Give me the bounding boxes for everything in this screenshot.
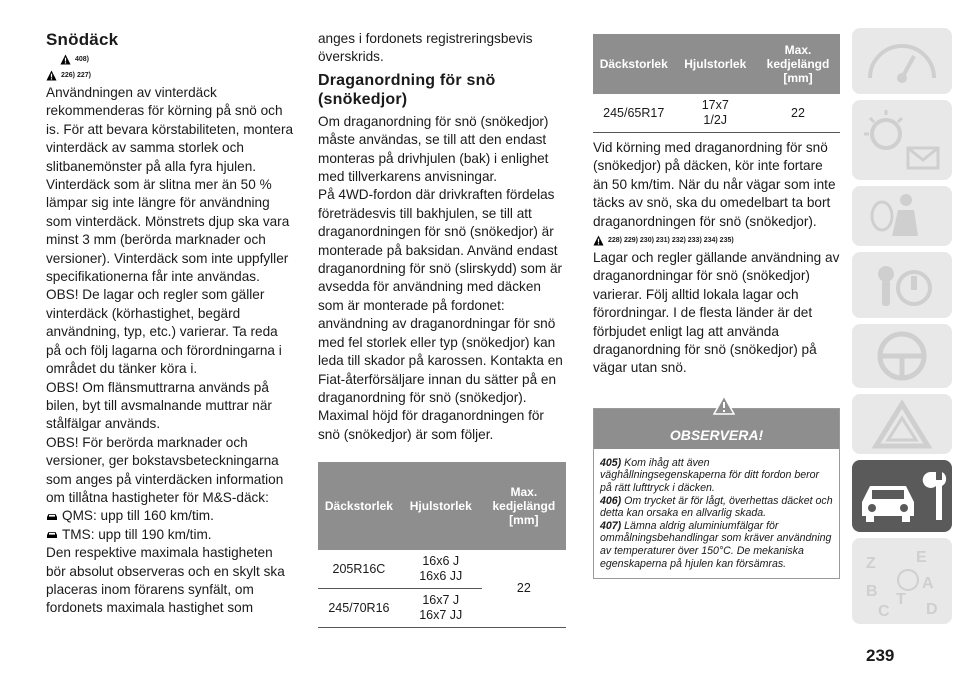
tab-lights-messages[interactable] [852, 100, 952, 180]
table-header: Max. kedjelängd [mm] [482, 462, 566, 550]
caution-ref-numbers: 228) 229) 230) 231) 232) 233) 234) 235) [608, 236, 734, 244]
notice-header [594, 409, 839, 449]
car-bullet-icon [46, 512, 58, 521]
paragraph: På 4WD-fordon där drivkraften fördelas företrädesvis till bakhjulen, se till att draganordningen för snö (snökedjor) är monterade på baksidan. Använd endast draganordning för snö (slirskydd) som är avsedda för användning med däcken som är monterade på fordonet: användning av draganordningar för snö med fel storlek eller typ (snökedjor) kan leda till skador på karossen. Kontakta en Fiat-återförsäljare innan du sätter på en draganordning för snö (snökedjor). Maximal höjd för draganordningen för snö (snökedjor) är som följer. [318, 187, 563, 442]
table-row [318, 550, 566, 589]
car-bullet-icon [46, 530, 58, 539]
paragraph: Användningen av vinterdäck rekommenderas för körning på snö och is. För att bevara körstabiliteten, montera vinterdäck av samma storlek och slitbanemönster på alla fyra hjulen. Vinterdäck som är slitna mer än 50 % lämpar sig inte längre för användning som vinterdäck. Mönstrets djup ska vara minst 3 mm (berörda marknader och versioner). Vinterdäck som inte uppfyller specifikationerna får inte användas. [46, 85, 294, 285]
index-letter: C [878, 603, 890, 620]
table-header: Max. kedjelängd [mm] [756, 34, 840, 94]
warning-ref-numbers: 408) [75, 55, 90, 63]
tab-steering[interactable] [852, 324, 952, 388]
table-header: Däckstorlek [318, 462, 400, 550]
table-cell: 245/70R16 [318, 589, 400, 628]
paragraph: Den respektive maximala hastigheten bör absolut observeras och en skylt ska placeras inom förarens synfält, om fordonets maximala hastighet som [46, 545, 285, 616]
list-item: QMS: upp till 160 km/tim. [46, 507, 296, 525]
page-number: 239 [866, 646, 895, 665]
key-ignition-icon [852, 252, 952, 318]
list-item: TMS: upp till 190 km/tim. [46, 526, 296, 544]
index-letter: B [866, 583, 878, 600]
column-1 [46, 30, 296, 618]
paragraph: OBS! Om flänsmuttrarna används på bilen, byt till avsmalnande muttrar när stålfälgar används. [46, 379, 272, 432]
tab-dashboard[interactable] [852, 28, 952, 94]
paragraph: Lagar och regler gällande användning av draganordningar för snö (snökedjor) varierar. Följ alltid lokala lagar och förordningar. I de flesta länder är det förbjudet enligt lag att använda draganordning för snö (snökedjor) på vägar utan snö. [593, 250, 840, 376]
caution-ref-numbers: 226) 227) [61, 71, 91, 79]
table-cell: 22 [756, 94, 840, 133]
paragraph: OBS! För berörda marknader och versioner, ger bokstavsbeteckningarna som anges på vinterdäcken information om tillåtna hastigheter för M&S-däck: [46, 434, 284, 505]
section-title: Snödäck [46, 30, 119, 49]
tab-maintenance[interactable] [852, 460, 952, 532]
notice-item: 406) Om trycket är för lågt, överhettas däcket och detta kan orsaka en allvarlig skada. [600, 494, 833, 520]
warning-refs [60, 52, 296, 66]
column-2 [318, 30, 566, 628]
steering-wheel-icon [852, 324, 952, 388]
warning-triangle-icon [713, 395, 735, 415]
car-wrench-icon [852, 460, 952, 532]
warning-triangle-icon [60, 54, 71, 65]
snow-chain-table [593, 34, 840, 133]
alphabet-index-icon [852, 538, 952, 624]
tab-starting-driving[interactable] [852, 252, 952, 318]
lights-message-icon [852, 100, 952, 180]
caution-triangle-icon [593, 235, 604, 246]
table-cell: 205R16C [318, 550, 400, 589]
index-letter: E [916, 549, 927, 566]
snow-chain-table [318, 462, 566, 628]
notice-box [593, 408, 840, 579]
section-heading: Draganordning för snö (snökedjor) [318, 71, 496, 108]
column-3 [593, 30, 840, 579]
safety-airbag-icon [852, 186, 952, 246]
caution-triangle-icon [46, 70, 57, 81]
paragraph: anges i fordonets registreringsbevis överskrids. [318, 31, 533, 65]
chapter-sidebar [848, 28, 960, 638]
notice-item: 407) Lämna aldrig aluminiumfälgar för ommålningsbehandlingar som kräver användning av temperaturer över 150°C. De mekaniska egenskaperna på hjulen kan försämras. [600, 519, 832, 570]
warning-triangle-icon [852, 394, 952, 454]
index-letter: D [926, 601, 938, 618]
table-cell: 16x6 J 16x6 JJ [400, 550, 482, 589]
tab-alphabetical-index[interactable] [852, 538, 952, 624]
notice-title: OBSERVERA! [669, 426, 764, 443]
paragraph: Vid körning med draganordning för snö (snökedjor) på däcken, kör inte fortare än 50 km/tim. När du når vägar som inte täcks av snö, ska du omedelbart ta bort draganordningen för snö (snökedjor). [593, 140, 836, 229]
caution-refs [593, 233, 840, 247]
table-cell: 16x7 J 16x7 JJ [400, 589, 482, 628]
table-header: Hjulstorlek [400, 462, 482, 550]
table-cell: 245/65R17 [593, 94, 675, 133]
index-letter: A [922, 575, 934, 592]
dashboard-icon [852, 28, 952, 94]
caution-refs [46, 68, 296, 82]
notice-item: 405) Kom ihåg att även väghållningsegenskaperna för ditt fordon beror på rätt lufttryck i däcken. [600, 456, 820, 495]
table-cell: 22 [482, 550, 566, 628]
tab-safety[interactable] [852, 186, 952, 246]
paragraph: OBS! De lagar och regler som gäller vinterdäck (körhastighet, begärd användning, typ, etc.) varierar. Ta reda på och följ lagarna och förordningarna i området du tänker köra i. [46, 287, 282, 377]
table-cell: 17x7 1/2J [675, 94, 757, 133]
notice-body [594, 449, 839, 578]
tab-emergency[interactable] [852, 394, 952, 454]
table-row [593, 94, 840, 133]
table-header: Hjulstorlek [675, 34, 757, 94]
index-letter: Z [866, 555, 876, 572]
paragraph: Om draganordning för snö (snökedjor) måste användas, se till att den endast monteras på drivhjulen (bak) i enlighet med tillverkarens anvisningar. [318, 113, 549, 185]
table-header: Däckstorlek [593, 34, 675, 94]
index-letter: T [896, 591, 906, 608]
